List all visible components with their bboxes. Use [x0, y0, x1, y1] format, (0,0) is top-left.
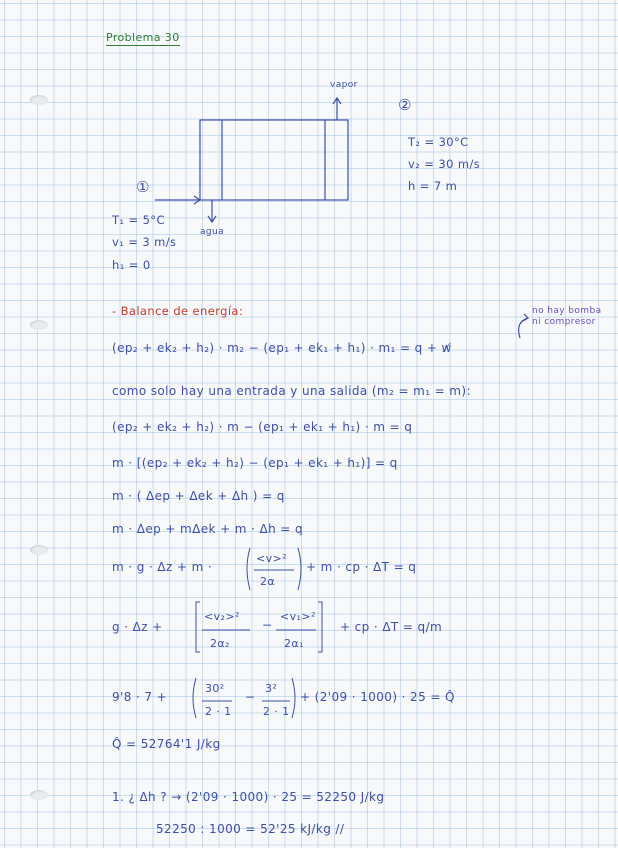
equation-7-left: g · Δz +: [112, 620, 163, 634]
balance-heading: - Balance de energía:: [112, 304, 244, 318]
state1-velocity: v₁ = 3 m/s: [112, 235, 177, 249]
inlet-label: agua: [200, 227, 225, 237]
equation-6-left: m · g · Δz + m ·: [112, 560, 213, 574]
fraction-8b-numerator: 3²: [265, 682, 278, 695]
state1-marker: ①: [136, 178, 150, 196]
fraction-6-numerator: <v>²: [256, 552, 287, 565]
fraction-7a-numerator: <v₂>²: [204, 610, 240, 623]
side-note-line2: ni compresor: [532, 317, 596, 327]
equation-4: m · ( Δep + Δek + Δh ) = q: [112, 489, 285, 503]
state1-temp: T₁ = 5°C: [112, 213, 165, 227]
state2-height: h = 7 m: [408, 179, 458, 193]
fraction-7a-denominator: 2α₂: [210, 637, 230, 650]
equation-3: m · [(ep₂ + ek₂ + h₂) − (ep₁ + ek₁ + h₁)] = q: [112, 456, 398, 470]
question-1-result: 52250 : 1000 = 52'25 kJ/kg //: [156, 822, 345, 836]
state2-marker: ②: [398, 96, 412, 114]
outlet-label: vapor: [330, 80, 358, 90]
side-note-line1: no hay bomba: [532, 306, 602, 316]
equation-8-right: + (2'09 · 1000) · 25 = Q̂: [300, 690, 455, 704]
equation-7-right: + cp · ΔT = q/m: [340, 620, 443, 634]
equation-8-left: 9'8 · 7 +: [112, 690, 168, 704]
state2-temp: T₂ = 30°C: [408, 135, 469, 149]
fraction-8b-denominator: 2 · 1: [263, 705, 290, 718]
result-line: Q̂ = 52764'1 J/kg: [112, 737, 221, 751]
fraction-6-denominator: 2α: [260, 575, 276, 588]
question-1-line: 1. ¿ Δh ? → (2'09 · 1000) · 25 = 52250 J/kg: [112, 790, 385, 804]
equation-5: m · Δep + mΔek + m · Δh = q: [112, 522, 303, 536]
fraction-7b-denominator: 2α₁: [284, 637, 304, 650]
fraction-8a-denominator: 2 · 1: [205, 705, 232, 718]
state2-velocity: v₂ = 30 m/s: [408, 157, 481, 171]
fraction-7b-numerator: <v₁>²: [280, 610, 316, 623]
minus-sign: −: [245, 690, 256, 704]
equation-6-right: + m · cp · ΔT = q: [306, 560, 417, 574]
equation-1: (ep₂ + ek₂ + h₂) · m₂ − (ep₁ + ek₁ + h₁) · m₁ = q + w̸: [112, 341, 452, 355]
state1-height: h₁ = 0: [112, 258, 151, 272]
fraction-8a-numerator: 30²: [205, 682, 225, 695]
minus-sign: −: [262, 618, 273, 632]
equation-note: como solo hay una entrada y una salida (m₂ = m₁ = m):: [112, 384, 471, 398]
equation-2: (ep₂ + ek₂ + h₂) · m − (ep₁ + ek₁ + h₁) · m = q: [112, 420, 413, 434]
page-title: Problema 30: [106, 31, 180, 44]
